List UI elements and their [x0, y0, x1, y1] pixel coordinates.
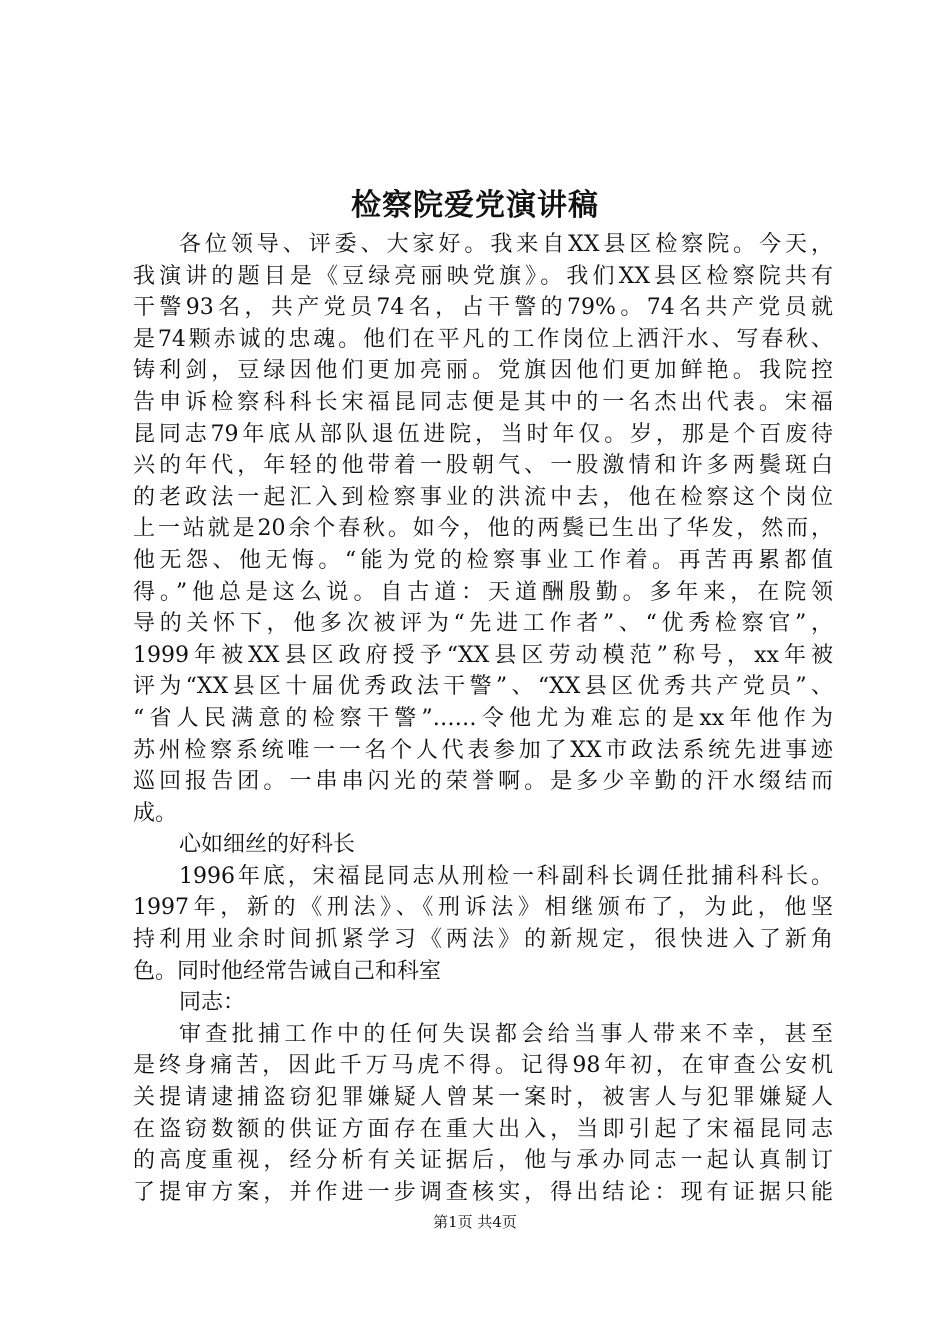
text-line: 了提审方案，并作进一步调查核实，得出结论：现有证据只能 — [133, 1179, 833, 1205]
text-line: 的高度重视，经分析有关证据后，他与承办同志一起认真制订 — [133, 1148, 833, 1174]
text-line: 1996年底，宋福昆同志从刑检一科副科长调任批捕科科长。 — [179, 863, 833, 889]
text-line: 在盗窃数额的供证方面存在重大出入，当即引起了宋福昆同志 — [133, 1116, 833, 1142]
text-line: 心如细丝的好科长 — [179, 832, 356, 858]
text-line: 导的关怀下，他多次被评为“先进工作者”、“优秀检察官”， — [133, 611, 833, 637]
text-line: 昆同志79年底从部队退伍进院，当时年仅。岁，那是个百废待 — [133, 421, 833, 447]
text-line: “省人民满意的检察干警”……令他尤为难忘的是xx年他作为 — [133, 705, 833, 731]
page-footer: 第1页 共4页 — [433, 1213, 517, 1231]
text-line: 同志： — [179, 990, 246, 1016]
text-line: 他无怨、他无悔。“能为党的检察事业工作着。再苦再累都值 — [133, 547, 833, 573]
document-title: 检察院爱党演讲稿 — [351, 188, 599, 223]
text-line: 色。同时他经常告诫自己和科室 — [133, 958, 442, 984]
text-line: 兴的年代，年轻的他带着一股朝气、一股激情和许多两鬓斑白 — [133, 453, 833, 479]
text-line: 成。 — [133, 800, 178, 826]
text-line: 干警93名，共产党员74名，占干警的79%。74名共产党员就 — [133, 295, 833, 321]
text-line: 告申诉检察科科长宋福昆同志便是其中的一名杰出代表。宋福 — [133, 389, 833, 415]
text-line: 苏州检察系统唯一一名个人代表参加了XX市政法系统先进事迹 — [133, 737, 833, 763]
text-line: 评为“XX县区十届优秀政法干警”、“XX县区优秀共产党员”、 — [133, 674, 833, 700]
text-line: 得。”他总是这么说。自古道：天道酬殷勤。多年来，在院领 — [133, 579, 833, 605]
text-line: 1997年，新的《刑法》、《刑诉法》相继颁布了，为此，他坚 — [133, 895, 833, 921]
text-line: 各位领导、评委、大家好。我来自XX县区检察院。今天， — [179, 232, 833, 257]
text-line: 是终身痛苦，因此千万马虎不得。记得98年初，在审查公安机 — [133, 1053, 833, 1079]
document-body — [133, 229, 833, 1208]
text-line: 持利用业余时间抓紧学习《两法》的新规定，很快进入了新角 — [133, 927, 833, 953]
text-line: 关提请逮捕盗窃犯罪嫌疑人曾某一案时，被害人与犯罪嫌疑人 — [133, 1085, 833, 1111]
text-line: 审查批捕工作中的任何失误都会给当事人带来不幸，甚至 — [179, 1021, 833, 1047]
text-line: 我演讲的题目是《豆绿亮丽映党旗》。我们XX县区检察院共有 — [133, 263, 833, 289]
text-line: 铸利剑，豆绿因他们更加亮丽。党旗因他们更加鲜艳。我院控 — [133, 358, 833, 384]
text-line: 1999年被XX县区政府授予“XX县区劳动模范”称号，xx年被 — [133, 642, 833, 668]
text-line: 是74颗赤诚的忠魂。他们在平凡的工作岗位上洒汗水、写春秋、 — [133, 326, 833, 352]
text-line: 上一站就是20余个春秋。如今，他的两鬓已生出了华发，然而， — [133, 516, 833, 542]
text-line: 的老政法一起汇入到检察事业的洪流中去，他在检察这个岗位 — [133, 484, 833, 510]
text-line: 巡回报告团。一串串闪光的荣誉啊。是多少辛勤的汗水缀结而 — [133, 769, 833, 795]
